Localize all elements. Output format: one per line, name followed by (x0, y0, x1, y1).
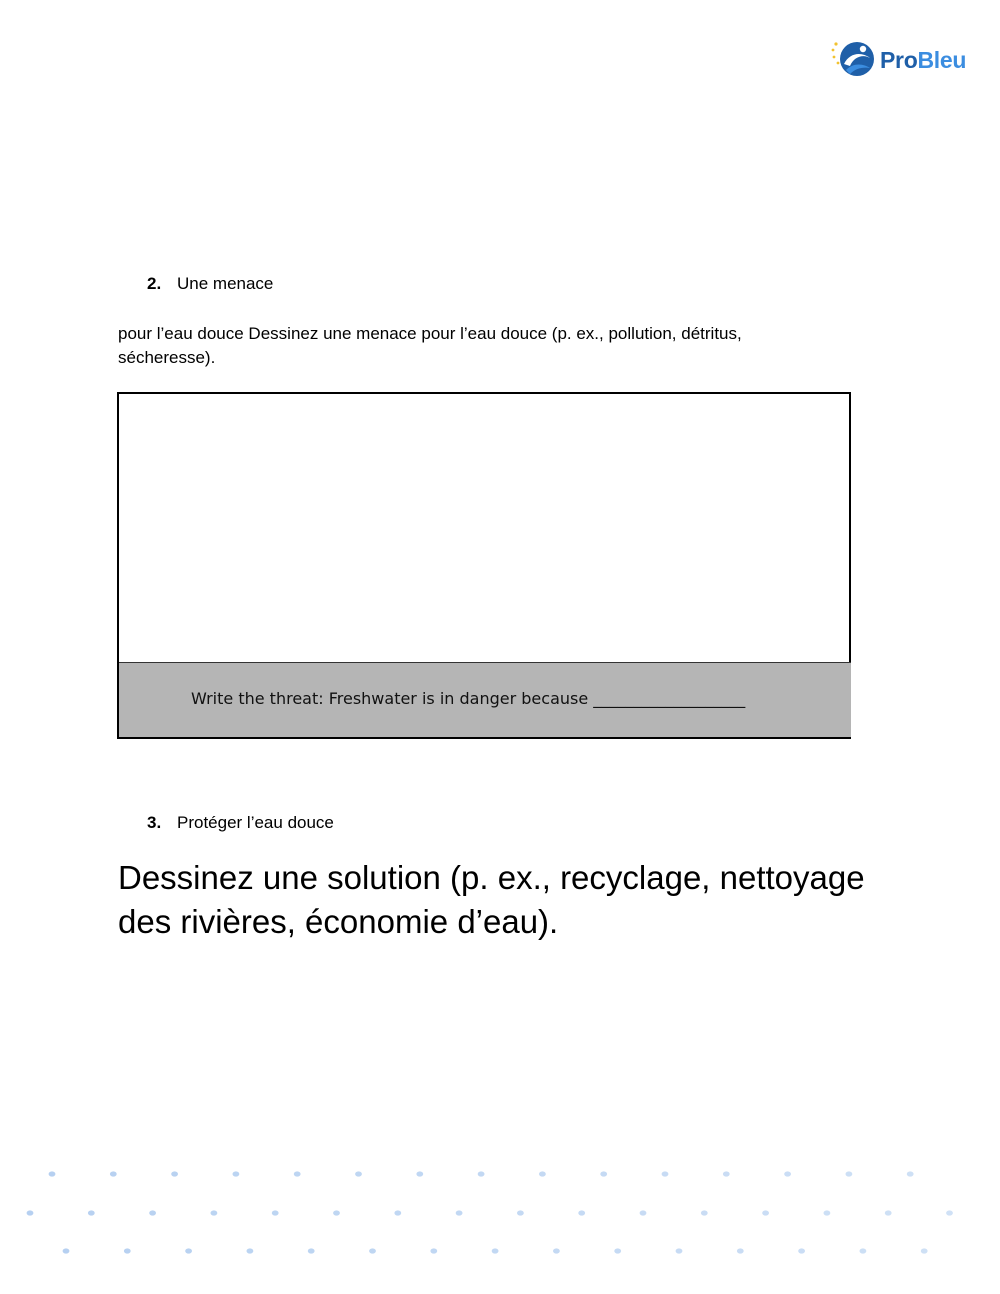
decorative-dot (946, 1210, 953, 1215)
section-3-heading (147, 813, 334, 833)
decorative-dot (430, 1248, 437, 1253)
decorative-dot (539, 1171, 546, 1176)
decorative-dot (171, 1171, 178, 1176)
decorative-dot (394, 1210, 401, 1215)
decorative-dot (110, 1171, 117, 1176)
decorative-dot (355, 1171, 362, 1176)
decorative-dot (737, 1248, 744, 1253)
decorative-dot (149, 1210, 156, 1215)
threat-caption: Write the threat: Freshwater is in danger because ___________________ (191, 688, 746, 708)
decorative-dot (517, 1210, 524, 1215)
decorative-dot (49, 1171, 56, 1176)
probleu-logo-mark-icon (830, 38, 876, 82)
decorative-dot (921, 1248, 928, 1253)
decorative-dot (124, 1248, 131, 1253)
section-2-number: 2. (147, 274, 162, 293)
section-3-instruction: Dessinez une solution (p. ex., recyclage, nettoyage des rivières, économie d’eau). (118, 859, 865, 940)
probleu-logo (830, 38, 980, 82)
probleu-logo-text (880, 47, 966, 74)
decorative-dot (88, 1210, 95, 1215)
decorative-dot (456, 1210, 463, 1215)
decorative-dot (762, 1210, 769, 1215)
decorative-dot (662, 1171, 669, 1176)
decorative-dot (478, 1171, 485, 1176)
decorative-dot (640, 1210, 647, 1215)
decorative-dot (614, 1248, 621, 1253)
decorative-dot (247, 1248, 254, 1253)
decorative-dot (578, 1210, 585, 1215)
decorative-dot (272, 1210, 279, 1215)
decorative-dot (885, 1210, 892, 1215)
section-2-instruction: pour l’eau douce Dessinez une menace pour l’eau douce (p. ex., pollution, détritus, sécheresse). (118, 324, 742, 367)
decorative-dot (27, 1210, 34, 1215)
decorative-dot (233, 1171, 240, 1176)
decorative-dot (63, 1248, 70, 1253)
decorative-dot (416, 1171, 423, 1176)
decorative-dot (860, 1248, 867, 1253)
decorative-dot (492, 1248, 499, 1253)
decorative-dot (185, 1248, 192, 1253)
caption-bar (119, 662, 851, 737)
decorative-dot (553, 1248, 560, 1253)
decorative-dot (784, 1171, 791, 1176)
decorative-dot (600, 1171, 607, 1176)
decorative-dot (333, 1210, 340, 1215)
decorative-dot (907, 1171, 914, 1176)
decorative-dot (824, 1210, 831, 1215)
section-2-title: Une menace (177, 274, 274, 293)
decorative-dot-pattern (0, 1150, 1000, 1294)
decorative-dot (676, 1248, 683, 1253)
logo-text-bleu: Bleu (917, 46, 967, 73)
section-3-number: 3. (147, 813, 162, 832)
section-2-heading (147, 274, 273, 294)
decorative-dot (846, 1171, 853, 1176)
decorative-dot (294, 1171, 301, 1176)
section-3-title: Protéger l’eau douce (177, 813, 334, 832)
decorative-dot (369, 1248, 376, 1253)
decorative-dot (308, 1248, 315, 1253)
logo-text-pro: Pro (880, 46, 918, 73)
decorative-dot (723, 1171, 730, 1176)
decorative-dot (701, 1210, 708, 1215)
decorative-dot (211, 1210, 218, 1215)
drawing-area[interactable] (117, 392, 851, 739)
decorative-dot (798, 1248, 805, 1253)
